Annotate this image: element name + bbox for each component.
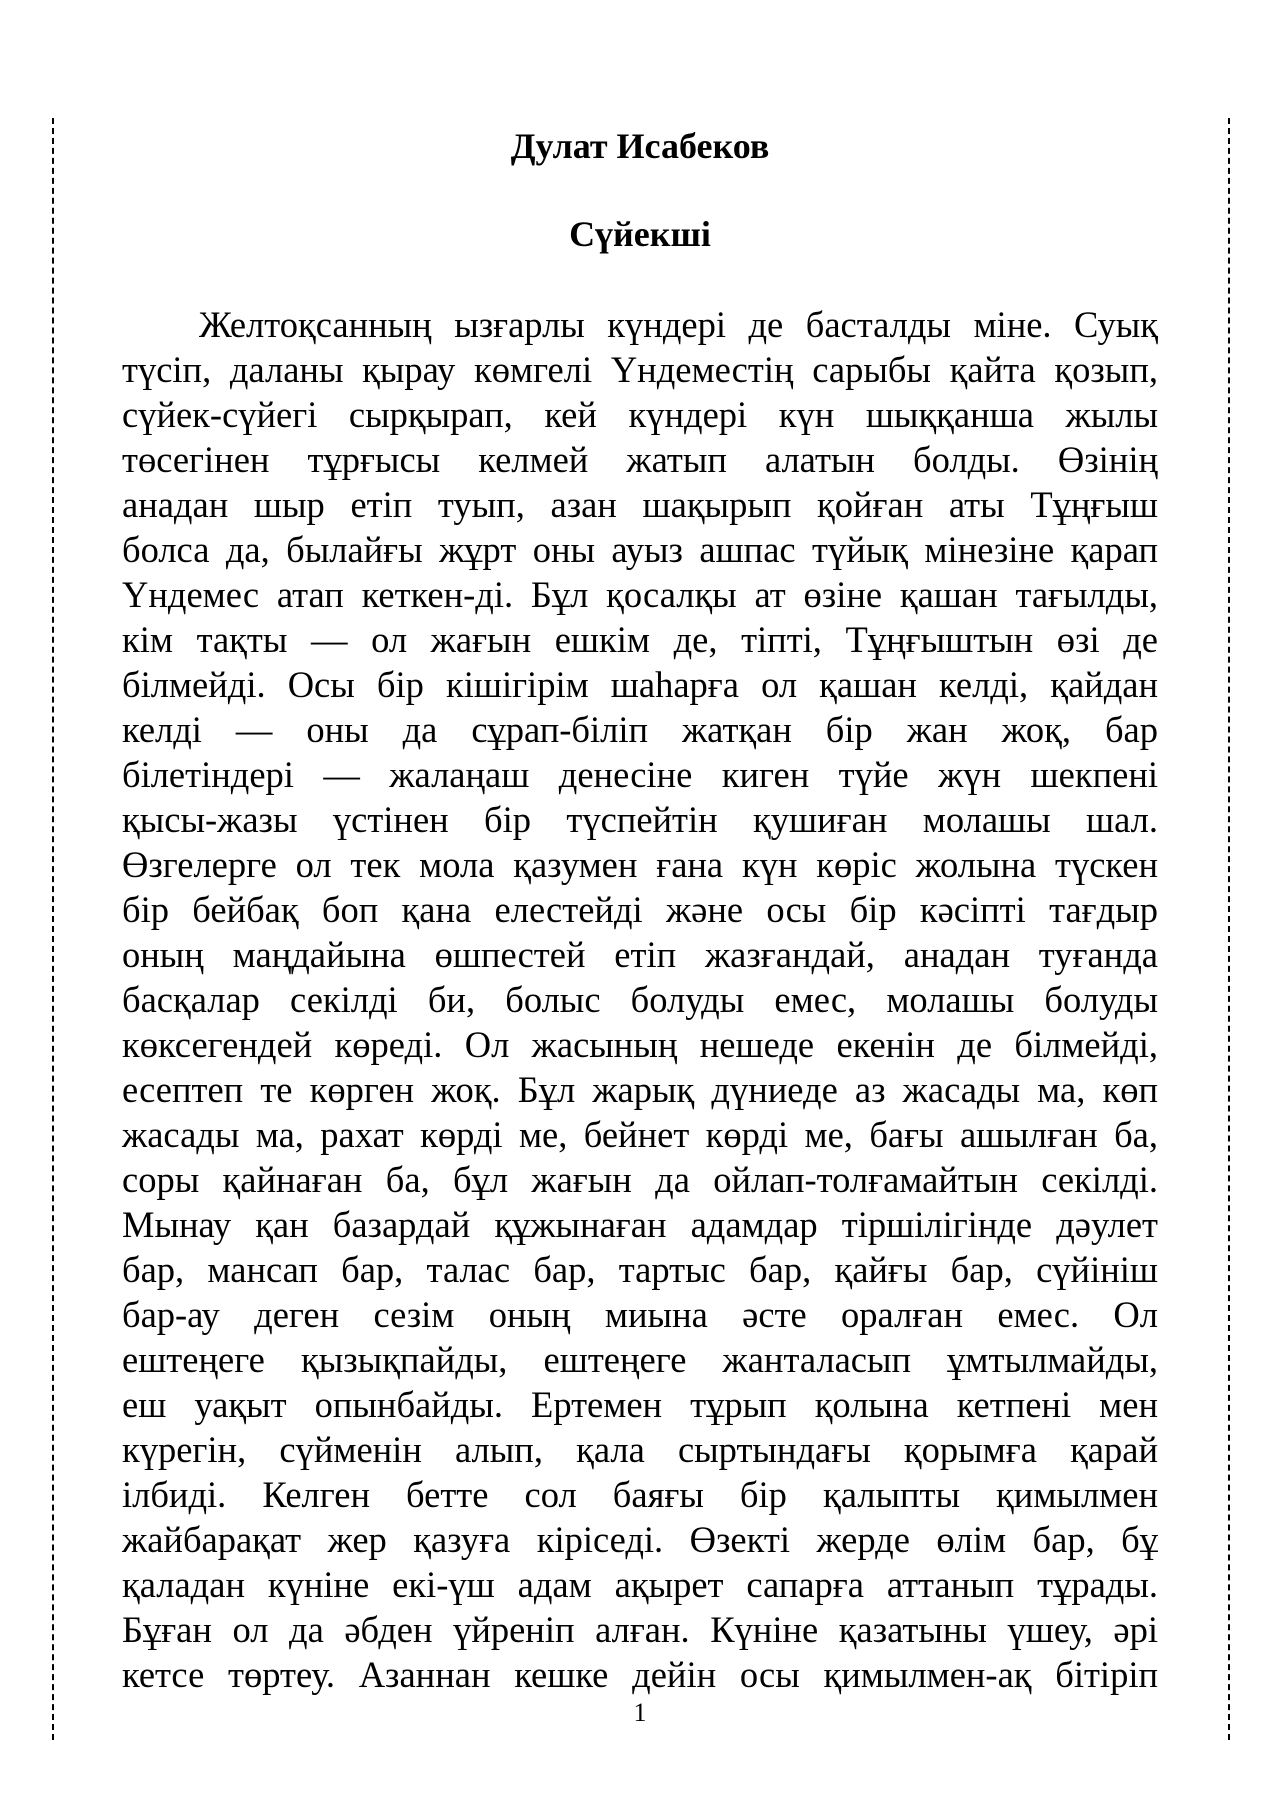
paragraph-line: басқалар секілді би, болыс болуды емес, молашы болуды bbox=[122, 979, 1158, 1020]
paragraph-line: Үндемес атап кеткен-ді. Бұл қосалқы ат өзіне қашан тағылды, bbox=[122, 574, 1158, 615]
paragraph-line: бар-ау деген сезім оның миына әсте оралған емес. Ол bbox=[122, 1294, 1158, 1335]
paragraph-line: сүйек-сүйегі сырқырап, кей күндері күн шыққанша жылы bbox=[122, 394, 1158, 435]
paragraph-line: бар, мансап бар, талас бар, тартыс бар, қайғы бар, сүйініш bbox=[122, 1249, 1158, 1290]
paragraph-line: төсегінен тұрғысы келмей жатып алатын болды. Өзінің bbox=[122, 439, 1158, 480]
right-margin-dashed-line bbox=[1228, 118, 1230, 1740]
paragraph-line: қаладан күніне екі-үш адам ақырет сапарға аттанып тұрады. bbox=[122, 1564, 1158, 1605]
paragraph-line: оның маңдайына өшпестей етіп жазғандай, анадан туғанда bbox=[122, 934, 1158, 975]
paragraph-line: қысы-жазы үстінен бір түспейтін қушиған молашы шал. bbox=[122, 799, 1158, 840]
paragraph-line: Желтоқсанның ызғарлы күндері де басталды міне. Суық bbox=[199, 304, 1158, 345]
body-paragraph bbox=[122, 302, 1158, 1697]
paragraph-line: түсіп, даланы қырау көмгелі Үндеместің сарыбы қайта қозып, bbox=[122, 349, 1158, 390]
author-heading: Дулат Исабеков bbox=[510, 126, 770, 166]
paragraph-line: анадан шыр етіп туып, азан шақырып қойған аты Тұңғыш bbox=[122, 484, 1158, 525]
paragraph-line: ілбиді. Келген бетте сол баяғы бір қалыпты қимылмен bbox=[122, 1474, 1158, 1515]
paragraph-line: жасады ма, рахат көрді ме, бейнет көрді ме, бағы ашылған ба, bbox=[122, 1114, 1158, 1155]
paragraph-line: кім тақты — ол жағын ешкім де, тіпті, Тұңғыштын өзі де bbox=[122, 619, 1158, 660]
paragraph-line: Мынау қан базардай құжынаған адамдар тіршілігінде дәулет bbox=[122, 1204, 1158, 1245]
story-title: Сүйекші bbox=[569, 214, 711, 254]
paragraph-line: Бұған ол да әбден үйреніп алған. Күніне қазатыны үшеу, әрі bbox=[122, 1609, 1158, 1650]
paragraph-line: болса да, былайғы жұрт оны ауыз ашпас түйық мінезіне қарап bbox=[122, 529, 1158, 570]
paragraph-line: көксегендей көреді. Ол жасының нешеде екенін де білмейді, bbox=[122, 1024, 1158, 1065]
paragraph-line: кетсе төртеу. Азаннан кешке дейін осы қимылмен-ақ бітіріп bbox=[122, 1654, 1158, 1695]
paragraph-line: есептеп те көрген жоқ. Бұл жарық дүниеде аз жасады ма, көп bbox=[122, 1069, 1158, 1110]
page-number: 1 bbox=[633, 1698, 647, 1727]
paragraph-line: бір бейбақ боп қана елестейді және осы бір кәсіпті тағдыр bbox=[122, 889, 1158, 930]
paragraph-line: жайбарақат жер қазуға кіріседі. Өзекті жерде өлім бар, бұ bbox=[122, 1519, 1158, 1560]
paragraph-line: келді — оны да сұрап-біліп жатқан бір жан жоқ, бар bbox=[122, 709, 1158, 750]
paragraph-line: еш уақыт опынбайды. Ертемен тұрып қолына кетпені мен bbox=[122, 1384, 1158, 1425]
paragraph-line: ештеңеге қызықпайды, ештеңеге жанталасып ұмтылмайды, bbox=[122, 1339, 1158, 1380]
paragraph-line: соры қайнаған ба, бұл жағын да ойлап-толғамайтын секілді. bbox=[122, 1159, 1158, 1200]
paragraph-line: білмейді. Осы бір кішігірім шаһарға ол қашан келді, қайдан bbox=[122, 664, 1158, 705]
left-margin-dashed-line bbox=[52, 118, 54, 1740]
paragraph-line: Өзгелерге ол тек мола қазумен ғана күн көріс жолына түскен bbox=[122, 844, 1158, 885]
paragraph-line: білетіндері — жалаңаш денесіне киген түйе жүн шекпені bbox=[122, 754, 1158, 795]
paragraph-line: күрегін, сүйменін алып, қала сыртындағы қорымға қарай bbox=[122, 1429, 1158, 1470]
